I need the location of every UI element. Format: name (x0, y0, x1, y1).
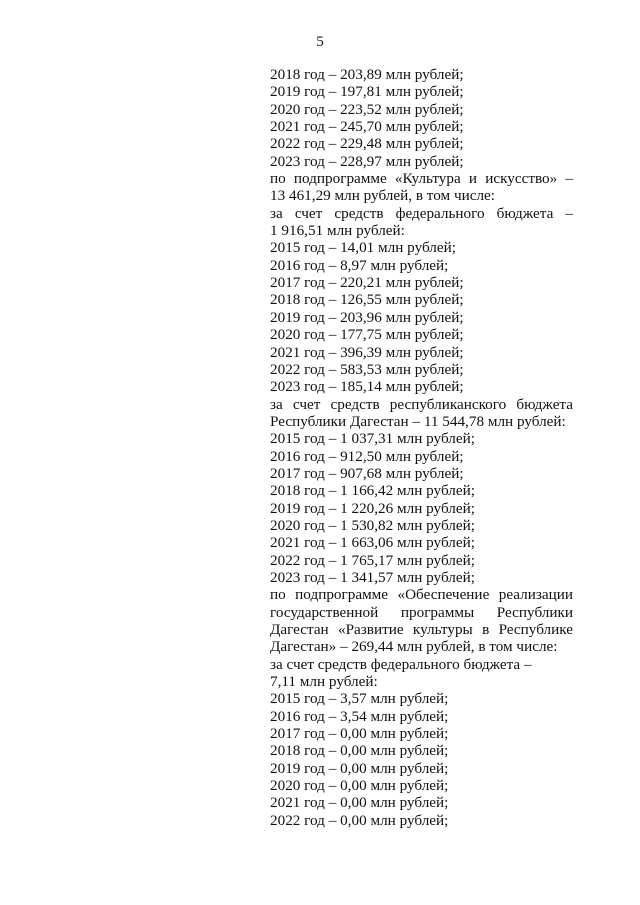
text-line: 2018 год – 0,00 млн рублей; (270, 742, 449, 760)
text-line: государственной программы Республики (270, 603, 573, 621)
text-line: 2017 год – 220,21 млн рублей; (270, 274, 464, 292)
text-line: за счет средств федерального бюджета – (270, 204, 573, 222)
text-line: 2020 год – 223,52 млн рублей; (270, 100, 464, 118)
text-line: 2018 год – 1 166,42 млн рублей; (270, 482, 475, 500)
text-line: Дагестан «Развитие культуры в Республике (270, 621, 573, 638)
text-line: по подпрограмме «Культура и искусство» – (270, 170, 573, 188)
text-line: 2016 год – 912,50 млн рублей; (270, 447, 464, 465)
text-line: 2019 год – 0,00 млн рублей; (270, 759, 449, 777)
text-line: 2016 год – 3,54 млн рублей; (270, 707, 449, 725)
page-number: 5 (316, 34, 324, 50)
text-line: 2019 год – 1 220,26 млн рублей; (270, 499, 475, 517)
text-line: 2023 год – 1 341,57 млн рублей; (270, 568, 475, 586)
text-line: 2022 год – 229,48 млн рублей; (270, 135, 464, 153)
text-line: 1 916,51 млн рублей: (270, 222, 405, 240)
text-line: 2015 год – 3,57 млн рублей; (270, 690, 449, 708)
text-line: 2021 год – 0,00 млн рублей; (270, 794, 449, 812)
text-line: 2017 год – 0,00 млн рублей; (270, 725, 449, 743)
text-line: за счет средств республиканского бюджета (270, 395, 573, 413)
text-line: по подпрограмме «Обеспечение реализации (270, 586, 573, 604)
text-line: 2015 год – 14,01 млн рублей; (270, 239, 456, 257)
text-line: Дагестан» – 269,44 млн рублей, в том числе: (270, 638, 558, 656)
text-line: 2018 год – 203,89 млн рублей; (270, 66, 464, 83)
text-line: 2020 год – 177,75 млн рублей; (270, 326, 464, 344)
text-line: 2022 год – 1 765,17 млн рублей; (270, 551, 475, 569)
text-line: 2017 год – 907,68 млн рублей; (270, 464, 464, 482)
document-body (270, 66, 573, 829)
text-line: 13 461,29 млн рублей, в том числе: (270, 187, 496, 205)
text-line: 2020 год – 0,00 млн рублей; (270, 777, 449, 795)
text-line: Республики Дагестан – 11 544,78 млн рублей: (270, 412, 566, 430)
text-line: 2016 год – 8,97 млн рублей; (270, 256, 449, 274)
text-line: 2015 год – 1 037,31 млн рублей; (270, 430, 475, 448)
text-line: 2023 год – 185,14 млн рублей; (270, 378, 464, 396)
text-line: 2021 год – 396,39 млн рублей; (270, 343, 464, 361)
text-line: 2022 год – 0,00 млн рублей; (270, 811, 449, 829)
text-line: 2018 год – 126,55 млн рублей; (270, 291, 464, 309)
text-line: 2023 год – 228,97 млн рублей; (270, 152, 464, 170)
text-line: 2022 год – 583,53 млн рублей; (270, 360, 464, 378)
text-line: 2021 год – 245,70 млн рублей; (270, 118, 464, 136)
text-line: 2020 год – 1 530,82 млн рублей; (270, 516, 475, 534)
text-line: 2021 год – 1 663,06 млн рублей; (270, 534, 475, 552)
text-line: 2019 год – 203,96 млн рублей; (270, 308, 464, 326)
text-line: за счет средств федерального бюджета – (270, 655, 532, 673)
text-line: 7,11 млн рублей: (270, 673, 378, 691)
text-line: 2019 год – 197,81 млн рублей; (270, 83, 464, 101)
